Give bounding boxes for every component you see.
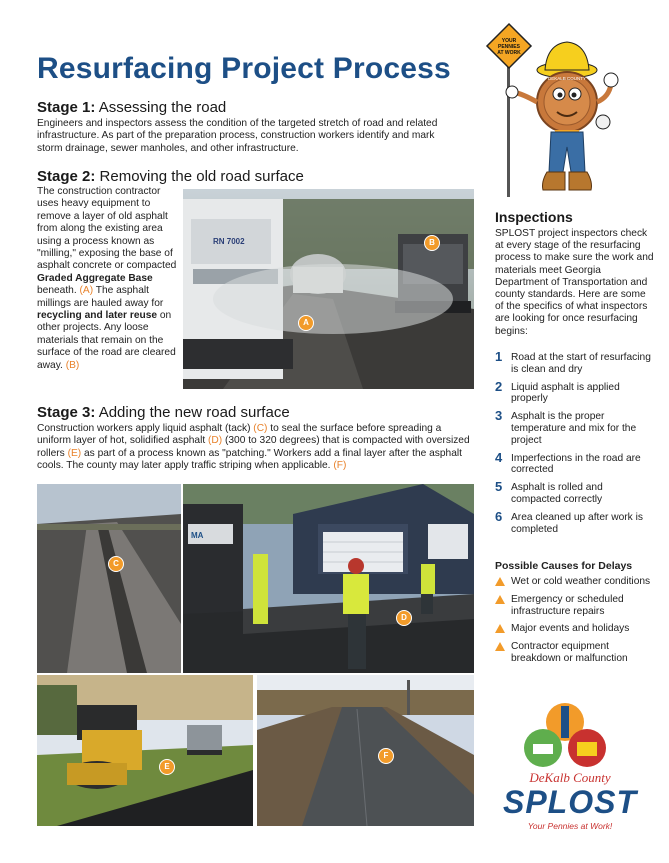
stage3-tag-f: (F) bbox=[333, 460, 347, 472]
milling-photo bbox=[183, 189, 474, 389]
item-text: Contractor equipment breakdown or malfunction bbox=[511, 641, 628, 664]
stage2-bold-a: Graded Aggregate Base bbox=[37, 272, 153, 284]
stage2-tag-a: (A) bbox=[79, 285, 94, 297]
marker-c: C bbox=[108, 556, 124, 572]
list-item bbox=[495, 408, 655, 446]
stage2-text-c: The asphalt millings are hauled away for bbox=[37, 285, 164, 309]
warning-triangle-icon bbox=[495, 577, 505, 586]
tack-photo bbox=[37, 484, 181, 673]
stage2-text-d: on other projects. Any loose materials that remain on the surface of the road are cleared away. bbox=[37, 310, 176, 371]
warning-triangle-icon bbox=[495, 642, 505, 651]
list-item bbox=[495, 479, 655, 506]
logo-name: SPLOST bbox=[502, 784, 637, 820]
stage2-text bbox=[37, 186, 177, 372]
logo-county: DeKalb County bbox=[529, 770, 611, 785]
roller-photo-art bbox=[37, 675, 253, 826]
inspections-text: SPLOST project inspectors check at every stage of the resurfacing process to make sure the work and materials meet Georgia Department of Transportation and county standards. Here are some of the specifics of what inspectors are looking for once resurfacing begins: bbox=[495, 228, 654, 337]
item-number: 5 bbox=[495, 479, 503, 495]
stage3-text-b: to seal the surface before spreading a uniform layer of hot, solidified asphalt bbox=[37, 423, 442, 447]
stage3-text-d: as part of a process known as "patching." Workers add a final layer after the asphalt cools. The county may later apply traffic striping when applicable. bbox=[37, 447, 462, 472]
milling-photo-art bbox=[183, 189, 474, 389]
finished-road-photo-art bbox=[257, 675, 474, 826]
warning-triangle-icon bbox=[495, 595, 505, 604]
milling-machine-label: RN 7002 bbox=[213, 237, 245, 246]
list-item bbox=[495, 576, 655, 588]
marker-a: A bbox=[298, 315, 314, 331]
splost-logo bbox=[495, 700, 645, 830]
svg-text:PENNIES: PENNIES bbox=[498, 44, 520, 50]
list-item bbox=[495, 349, 655, 376]
list-item bbox=[495, 378, 655, 406]
stage3-tag-d: (D) bbox=[208, 435, 223, 447]
item-text: Area cleaned up after work is completed bbox=[511, 511, 643, 535]
inspections-heading: Inspections bbox=[495, 209, 573, 225]
stage2-tag-b: (B) bbox=[65, 359, 80, 371]
stage1-text: Engineers and inspectors assess the condition of the targeted stretch of road and related infrastructure. As part of the preparation process, construction workers identify and mark storm drainage, sewer manholes, and other infrastructure. bbox=[37, 118, 438, 154]
list-item bbox=[495, 449, 655, 477]
stage2-label: Stage 2: bbox=[37, 168, 96, 185]
paving-photo-art bbox=[183, 484, 474, 673]
svg-text:DEKALB COUNTY: DEKALB COUNTY bbox=[547, 76, 587, 81]
item-number: 1 bbox=[495, 349, 503, 364]
svg-text:YOUR: YOUR bbox=[501, 38, 517, 44]
stage3-heading bbox=[37, 404, 290, 421]
marker-e: E bbox=[159, 759, 175, 775]
logo-tagline: Your Pennies at Work! bbox=[527, 821, 613, 831]
list-item bbox=[495, 508, 655, 536]
item-text: Road at the start of resurfacing is clean and dry bbox=[511, 352, 651, 375]
list-item bbox=[495, 594, 655, 618]
stage1-heading bbox=[37, 99, 226, 116]
item-text: Major events and holidays bbox=[511, 623, 630, 635]
truck-sign-label: MA bbox=[191, 531, 204, 540]
page-title: Resurfacing Project Process bbox=[37, 52, 451, 85]
item-number: 4 bbox=[495, 449, 503, 465]
stage2-title: Removing the old road surface bbox=[99, 168, 304, 185]
item-number: 6 bbox=[495, 508, 503, 524]
item-text: Wet or cold weather conditions bbox=[511, 576, 651, 587]
marker-f: F bbox=[378, 748, 394, 764]
stage3-title: Adding the new road surface bbox=[98, 404, 290, 421]
item-text: Emergency or scheduled infrastructure repairs bbox=[511, 593, 624, 617]
stage2-bold-b: recycling and later reuse bbox=[37, 310, 158, 322]
list-item bbox=[495, 623, 655, 635]
finished-road-photo bbox=[257, 675, 474, 826]
item-text: Asphalt is rolled and compacted correctly bbox=[511, 482, 603, 505]
stage2-text-a: The construction contractor uses heavy equipment to remove a layer of old asphalt from along the existing area using a process known as "milling," exposing the base of asphalt concrete or compacted bbox=[37, 186, 177, 272]
delays-heading: Possible Causes for Delays bbox=[495, 560, 633, 572]
marker-b: B bbox=[424, 235, 440, 251]
warning-triangle-icon bbox=[495, 624, 505, 633]
item-number: 2 bbox=[495, 378, 503, 394]
item-text: Asphalt is the proper temperature and mix for the project bbox=[511, 411, 637, 446]
mascot-illustration bbox=[485, 22, 625, 202]
roller-photo bbox=[37, 675, 253, 826]
delays-list bbox=[495, 576, 655, 671]
stage3-tag-c: (C) bbox=[253, 423, 268, 434]
stage2-text-b: beneath. bbox=[37, 285, 80, 297]
stage3-text-c: (300 to 320 degrees) that is compacted with oversized rollers bbox=[37, 435, 470, 459]
marker-d: D bbox=[396, 610, 412, 626]
item-text: Imperfections in the road are corrected bbox=[511, 452, 641, 476]
stage2-heading bbox=[37, 168, 304, 185]
inspection-checklist bbox=[495, 349, 655, 541]
stage1-title: Assessing the road bbox=[98, 99, 227, 116]
item-number: 3 bbox=[495, 408, 503, 424]
stage3-label: Stage 3: bbox=[37, 404, 96, 421]
item-text: Liquid asphalt is applied properly bbox=[511, 381, 620, 405]
list-item bbox=[495, 641, 655, 665]
stage3-text-a: Construction workers apply liquid asphalt (tack) bbox=[37, 423, 254, 434]
svg-text:AT WORK: AT WORK bbox=[497, 50, 521, 56]
penny-mascot-icon bbox=[485, 22, 625, 202]
paving-photo bbox=[183, 484, 474, 673]
stage3-tag-e: (E) bbox=[67, 447, 82, 459]
tack-photo-art bbox=[37, 484, 181, 673]
stage1-label: Stage 1: bbox=[37, 99, 96, 116]
stage3-text bbox=[37, 423, 477, 473]
splost-emblem-icon bbox=[495, 700, 645, 770]
